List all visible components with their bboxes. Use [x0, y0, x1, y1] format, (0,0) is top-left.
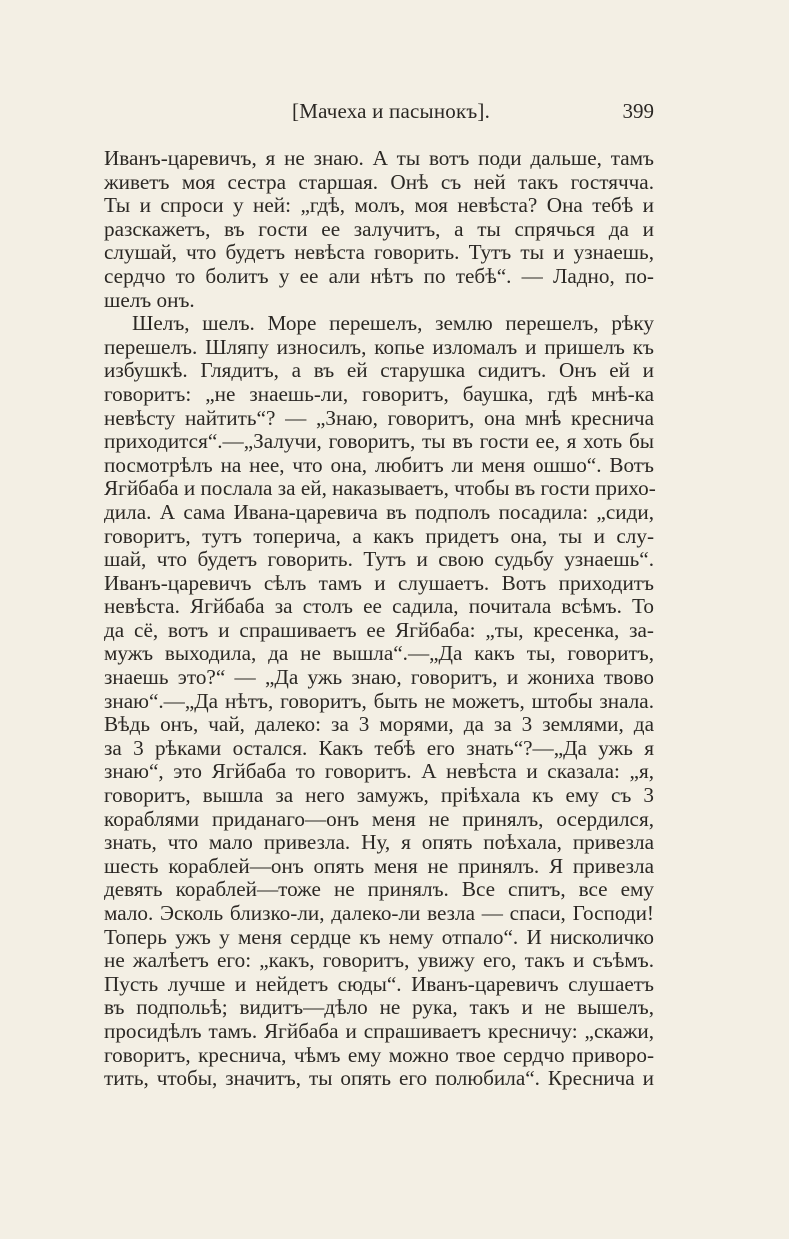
text-line: Иванъ-царевичъ, я не знаю. А ты вотъ поди дальше, тамъ — [104, 146, 654, 170]
text-line: въ подпольѣ; видитъ—дѣло не рука, такъ и не вышелъ, — [104, 995, 654, 1020]
text-line: живетъ моя сестра старшая. Онѣ съ ней такъ гостячча. — [104, 169, 654, 194]
page-number: 399 — [622, 99, 654, 123]
text-line: говоритъ: „не знаешь-ли, говоритъ, баушка, гдѣ мнѣ-ка — [104, 381, 654, 406]
text-line: приходится“.—„Залучи, говоритъ, ты въ гости ее, я хоть бы — [104, 429, 654, 454]
running-title: [Мачеха и пасынокъ]. — [292, 99, 491, 123]
text-line: говоритъ, вышла за него замужъ, пріѣхала къ ему съ 3 — [104, 783, 654, 808]
text-line: знать, что мало привезла. Ну, я опять поѣхала, привезла — [104, 830, 654, 855]
text-line: невѣста. Ягйбаба за столъ ее садила, почитала всѣмъ. То — [104, 594, 654, 619]
text-line: посмотрѣлъ на нее, что она, любитъ ли меня ошшо“. Вотъ — [104, 452, 654, 477]
text-line: Ягйбаба и послала за ей, наказываетъ, чтобы въ гости прихо- — [104, 476, 656, 501]
text-line: мужъ выходила, да не вышла“.—„Да какъ ты, говоритъ, — [104, 641, 654, 666]
text-line: слушай, что будетъ невѣста говорить. Тутъ ты и узнаешь, — [104, 240, 654, 265]
text-line: девять кораблей—тоже не принялъ. Все спитъ, все ему — [104, 877, 654, 902]
text-line: знаю“.—„Да нѣтъ, говоритъ, быть не можетъ, штобы знала. — [104, 688, 654, 713]
text-line: дила. А сама Ивана-царевича въ подполъ посадила: „сиди, — [104, 499, 654, 524]
page-header — [104, 99, 654, 129]
text-line: знаешь это?“ — „Да ужь знаю, говоритъ, и жониха твово — [104, 665, 654, 690]
text-line: не жалѣетъ его: „какъ, говоритъ, увижу его, такъ и съѣмъ. — [104, 948, 654, 973]
text-line: просидѣлъ тамъ. Ягйбаба и спрашиваетъ кресничу: „скажи, — [104, 1018, 654, 1043]
text-line: разскажетъ, въ гости ее залучитъ, а ты спрячься да и — [104, 216, 654, 241]
text-line: кораблями приданаго—онъ меня не принялъ, осердился, — [104, 806, 654, 831]
text-line: невѣсту найтить“? — „Знаю, говоритъ, она мнѣ креснича — [104, 405, 654, 430]
text-line: Иванъ-царевичъ сѣлъ тамъ и слушаетъ. Вотъ приходитъ — [104, 570, 654, 595]
text-line: сердчо то болитъ у ее али нѣтъ по тебѣ“. — Ладно, по- — [104, 263, 654, 288]
text-line: Шелъ, шелъ. Море перешелъ, землю перешелъ, рѣку — [132, 311, 654, 336]
text-line: шесть кораблей—онъ опять меня не принялъ. Я привезла — [104, 853, 654, 878]
text-line: тить, чтобы, значитъ, ты опять его полюбила“. Креснича и — [104, 1066, 654, 1091]
text-line: мало. Эсколь близко-ли, далеко-ли везла — спаси, Господи! — [104, 901, 654, 925]
text-line: Топерь ужъ у меня сердце къ нему отпало“. И нисколичко — [104, 924, 654, 949]
text-line: шай, что будетъ говорить. Тутъ и свою судьбу узнаешь“. — [104, 547, 654, 572]
text-line: Ты и спроси у ней: „гдѣ, молъ, моя невѣста? Она тебѣ и — [104, 193, 654, 218]
text-line: шелъ онъ. — [104, 287, 195, 312]
text-line: говоритъ, тутъ топерича, а какъ придетъ она, ты и слу- — [104, 523, 654, 548]
text-line: перешелъ. Шляпу износилъ, копье изломалъ и пришелъ къ — [104, 334, 654, 359]
text-line: говоритъ, креснича, чѣмъ ему можно твое сердчо приворо- — [104, 1042, 654, 1067]
text-line: Пусть лучше и нейдетъ сюды“. Иванъ-царевичъ слушаетъ — [104, 971, 654, 996]
text-line: Вѣдь онъ, чай, далеко: за 3 морями, да за 3 землями, да — [104, 712, 654, 737]
body-text — [104, 147, 654, 1091]
text-line: да сё, вотъ и спрашиваетъ ее Ягйбаба: „ты, кресенка, за- — [104, 617, 654, 642]
text-line: избушкѣ. Глядитъ, а въ ей старушка сидитъ. Онъ ей и — [104, 358, 654, 383]
text-line: знаю“, это Ягйбаба то говоритъ. А невѣста и сказала: „я, — [104, 759, 654, 784]
text-line: за 3 рѣками остался. Какъ тебѣ его знать“?—„Да ужь я — [104, 735, 654, 760]
